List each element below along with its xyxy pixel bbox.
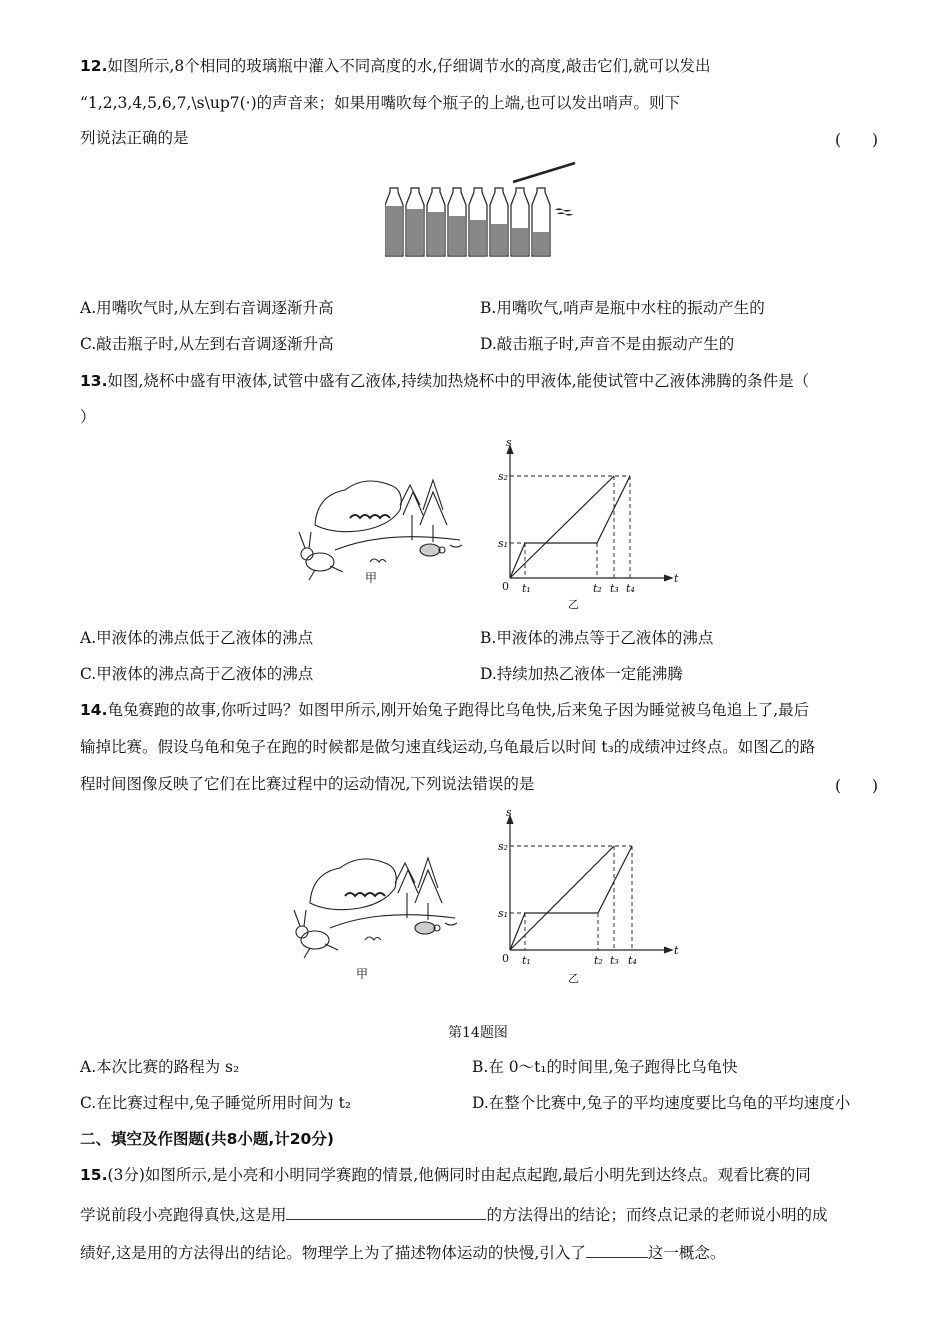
section2-heading: 二、填空及作图题(共8小题,计20分) — [80, 1130, 334, 1148]
t-axis-label: t — [674, 944, 679, 957]
t-axis-arrow — [664, 575, 672, 581]
q12-answer-paren: ( ) — [835, 131, 879, 149]
q14-line3: 程时间图像反映了它们在比赛过程中的运动情况,下列说法错误的是 — [80, 775, 535, 793]
q13-option-b[interactable]: B.甲液体的沸点等于乙液体的沸点 — [480, 629, 714, 647]
q14-option-d[interactable]: D.在整个比赛中,兔子的平均速度要比乌龟的平均速度小 — [472, 1094, 851, 1112]
turtle-line — [510, 476, 614, 578]
bottle-1 — [385, 188, 403, 256]
s1-label: s₁ — [498, 537, 509, 550]
q12-option-b[interactable]: B.用嘴吹气,哨声是瓶中水柱的振动产生的 — [480, 299, 765, 317]
q15-blank-2[interactable] — [586, 1241, 648, 1258]
dashed-guides — [510, 476, 630, 578]
q13-line2: ） — [80, 408, 96, 426]
tree-2 — [415, 858, 442, 920]
t1-label: t₁ — [522, 582, 531, 595]
q12-text-1: 如图所示,8个相同的玻璃瓶中灌入不同高度的水,仔细调节水的高度,敲击它们,就可以发出 — [107, 57, 711, 75]
q14-option-a[interactable]: A.本次比赛的路程为 s₂ — [80, 1058, 240, 1076]
q15-text-3b: 这一概念。 — [647, 1244, 726, 1262]
tree-1 — [395, 863, 418, 918]
q14-number: 14. — [80, 701, 108, 719]
t4-label: t₄ — [626, 582, 635, 595]
q15-line2 — [80, 1203, 827, 1225]
s2-label: s₂ — [498, 470, 509, 483]
q13-number: 13. — [80, 372, 108, 390]
bottle-4 — [448, 188, 466, 256]
q12-line1 — [80, 56, 711, 76]
q15-text-3a: 绩好,这是用的方法得出的结论。物理学上为了描述物体运动的快慢,引入了 — [80, 1244, 586, 1262]
dashed-guides — [510, 846, 632, 950]
tree-1 — [400, 485, 423, 540]
q13-option-a[interactable]: A.甲液体的沸点低于乙液体的沸点 — [80, 629, 314, 647]
q13-line1 — [80, 371, 809, 391]
label-yi: 乙 — [568, 598, 579, 610]
bush-outline — [310, 859, 396, 910]
st-graph-2 — [490, 810, 690, 985]
race-illustration-1 — [295, 470, 475, 585]
q12-line3: 列说法正确的是 — [80, 129, 189, 147]
st-graph-1 — [490, 440, 690, 610]
q15-number: 15. — [80, 1166, 108, 1184]
section2-title — [80, 1129, 334, 1149]
rabbit-icon — [299, 532, 343, 580]
q12-number: 12. — [80, 57, 108, 75]
bottles-figure — [385, 160, 585, 260]
q15-line1 — [80, 1165, 811, 1185]
label-jia: 甲 — [356, 967, 369, 981]
q14-figure-caption: 第14题图 — [448, 1025, 508, 1041]
bottle-8 — [532, 188, 550, 256]
s-axis-label: s — [506, 440, 512, 449]
q13-text-1: 如图,烧杯中盛有甲液体,试管中盛有乙液体,持续加热烧杯中的甲液体,能使试管中乙液体沸腾的条件是（ — [107, 372, 810, 390]
label-jia: 甲 — [365, 571, 378, 585]
bottle-5 — [469, 188, 487, 256]
bottle-6 — [490, 188, 508, 256]
q15-text-1: (3分)如图所示,是小亮和小明同学赛跑的情景,他俩同时由起点起跑,最后小明先到达终点。观看比赛的同 — [107, 1166, 811, 1184]
t2-label: t₂ — [594, 954, 603, 967]
flowers — [350, 515, 390, 518]
flowers — [345, 893, 385, 896]
q12-option-d[interactable]: D.敲击瓶子时,声音不是由振动产生的 — [480, 335, 735, 353]
q15-text-2a: 学说前段小亮跑得真快,这是用 — [80, 1206, 287, 1224]
q13-option-c[interactable]: C.甲液体的沸点高于乙液体的沸点 — [80, 665, 314, 683]
turtle-icon — [420, 544, 462, 556]
q12-option-c[interactable]: C.敲击瓶子时,从左到右音调逐渐升高 — [80, 335, 334, 353]
q14-option-c[interactable]: C.在比赛过程中,兔子睡觉所用时间为 t₂ — [80, 1094, 352, 1112]
origin-label: 0 — [502, 580, 509, 593]
q15-line3 — [80, 1241, 725, 1263]
s1-label: s₁ — [498, 907, 509, 920]
rabbit-icon — [294, 910, 338, 958]
turtle-icon — [415, 922, 457, 934]
t-axis-arrow — [664, 947, 672, 953]
q14-option-b[interactable]: B.在 0～t₁的时间里,兔子跑得比乌龟快 — [472, 1058, 738, 1076]
t2-label: t₂ — [593, 582, 602, 595]
race-illustration-2 — [290, 848, 470, 983]
q14-answer-paren: ( ) — [835, 777, 879, 795]
t3-label: t₃ — [610, 954, 619, 967]
q12-line2: “1,2,3,4,5,6,7,\s\up7(·)的声音来；如果用嘴吹每个瓶子的上端,也可以发出哨声。则下 — [80, 94, 681, 112]
sound-mark — [555, 209, 573, 216]
q13-option-d[interactable]: D.持续加热乙液体一定能沸腾 — [480, 665, 683, 683]
t3-label: t₃ — [610, 582, 619, 595]
dust-mark — [365, 937, 381, 940]
bottle-row — [385, 188, 550, 256]
t-axis-label: t — [674, 572, 679, 585]
rabbit-line — [510, 476, 630, 578]
bottle-3 — [427, 188, 445, 256]
q15-text-2b: 的方法得出的结论；而终点记录的老师说小明的成 — [486, 1206, 828, 1224]
q14-line2: 输掉比赛。假设乌龟和兔子在跑的时候都是做匀速直线运动,乌龟最后以时间 t₃的成绩冲过终点。如图乙的路 — [80, 738, 816, 756]
ground-line — [330, 915, 455, 928]
q12-option-a[interactable]: A.用嘴吹气时,从左到右音调逐渐升高 — [80, 299, 334, 317]
dust-mark — [370, 559, 386, 562]
ground-line — [335, 537, 460, 550]
s2-label: s₂ — [498, 840, 509, 853]
label-yi: 乙 — [568, 972, 579, 985]
s-axis-label: s — [506, 810, 512, 819]
q14-line1 — [80, 700, 809, 720]
q15-blank-1[interactable] — [286, 1203, 486, 1220]
origin-label: 0 — [502, 952, 509, 965]
bottle-2 — [406, 188, 424, 256]
bush-outline — [315, 481, 401, 532]
t4-label: t₄ — [628, 954, 637, 967]
striking-stick — [513, 163, 575, 182]
tree-2 — [420, 480, 447, 542]
bottle-7 — [511, 188, 529, 256]
q14-text-1: 龟兔赛跑的故事,你听过吗？如图甲所示,刚开始兔子跑得比乌龟快,后来兔子因为睡觉被乌龟追上了,最后 — [107, 701, 810, 719]
t1-label: t₁ — [522, 954, 531, 967]
